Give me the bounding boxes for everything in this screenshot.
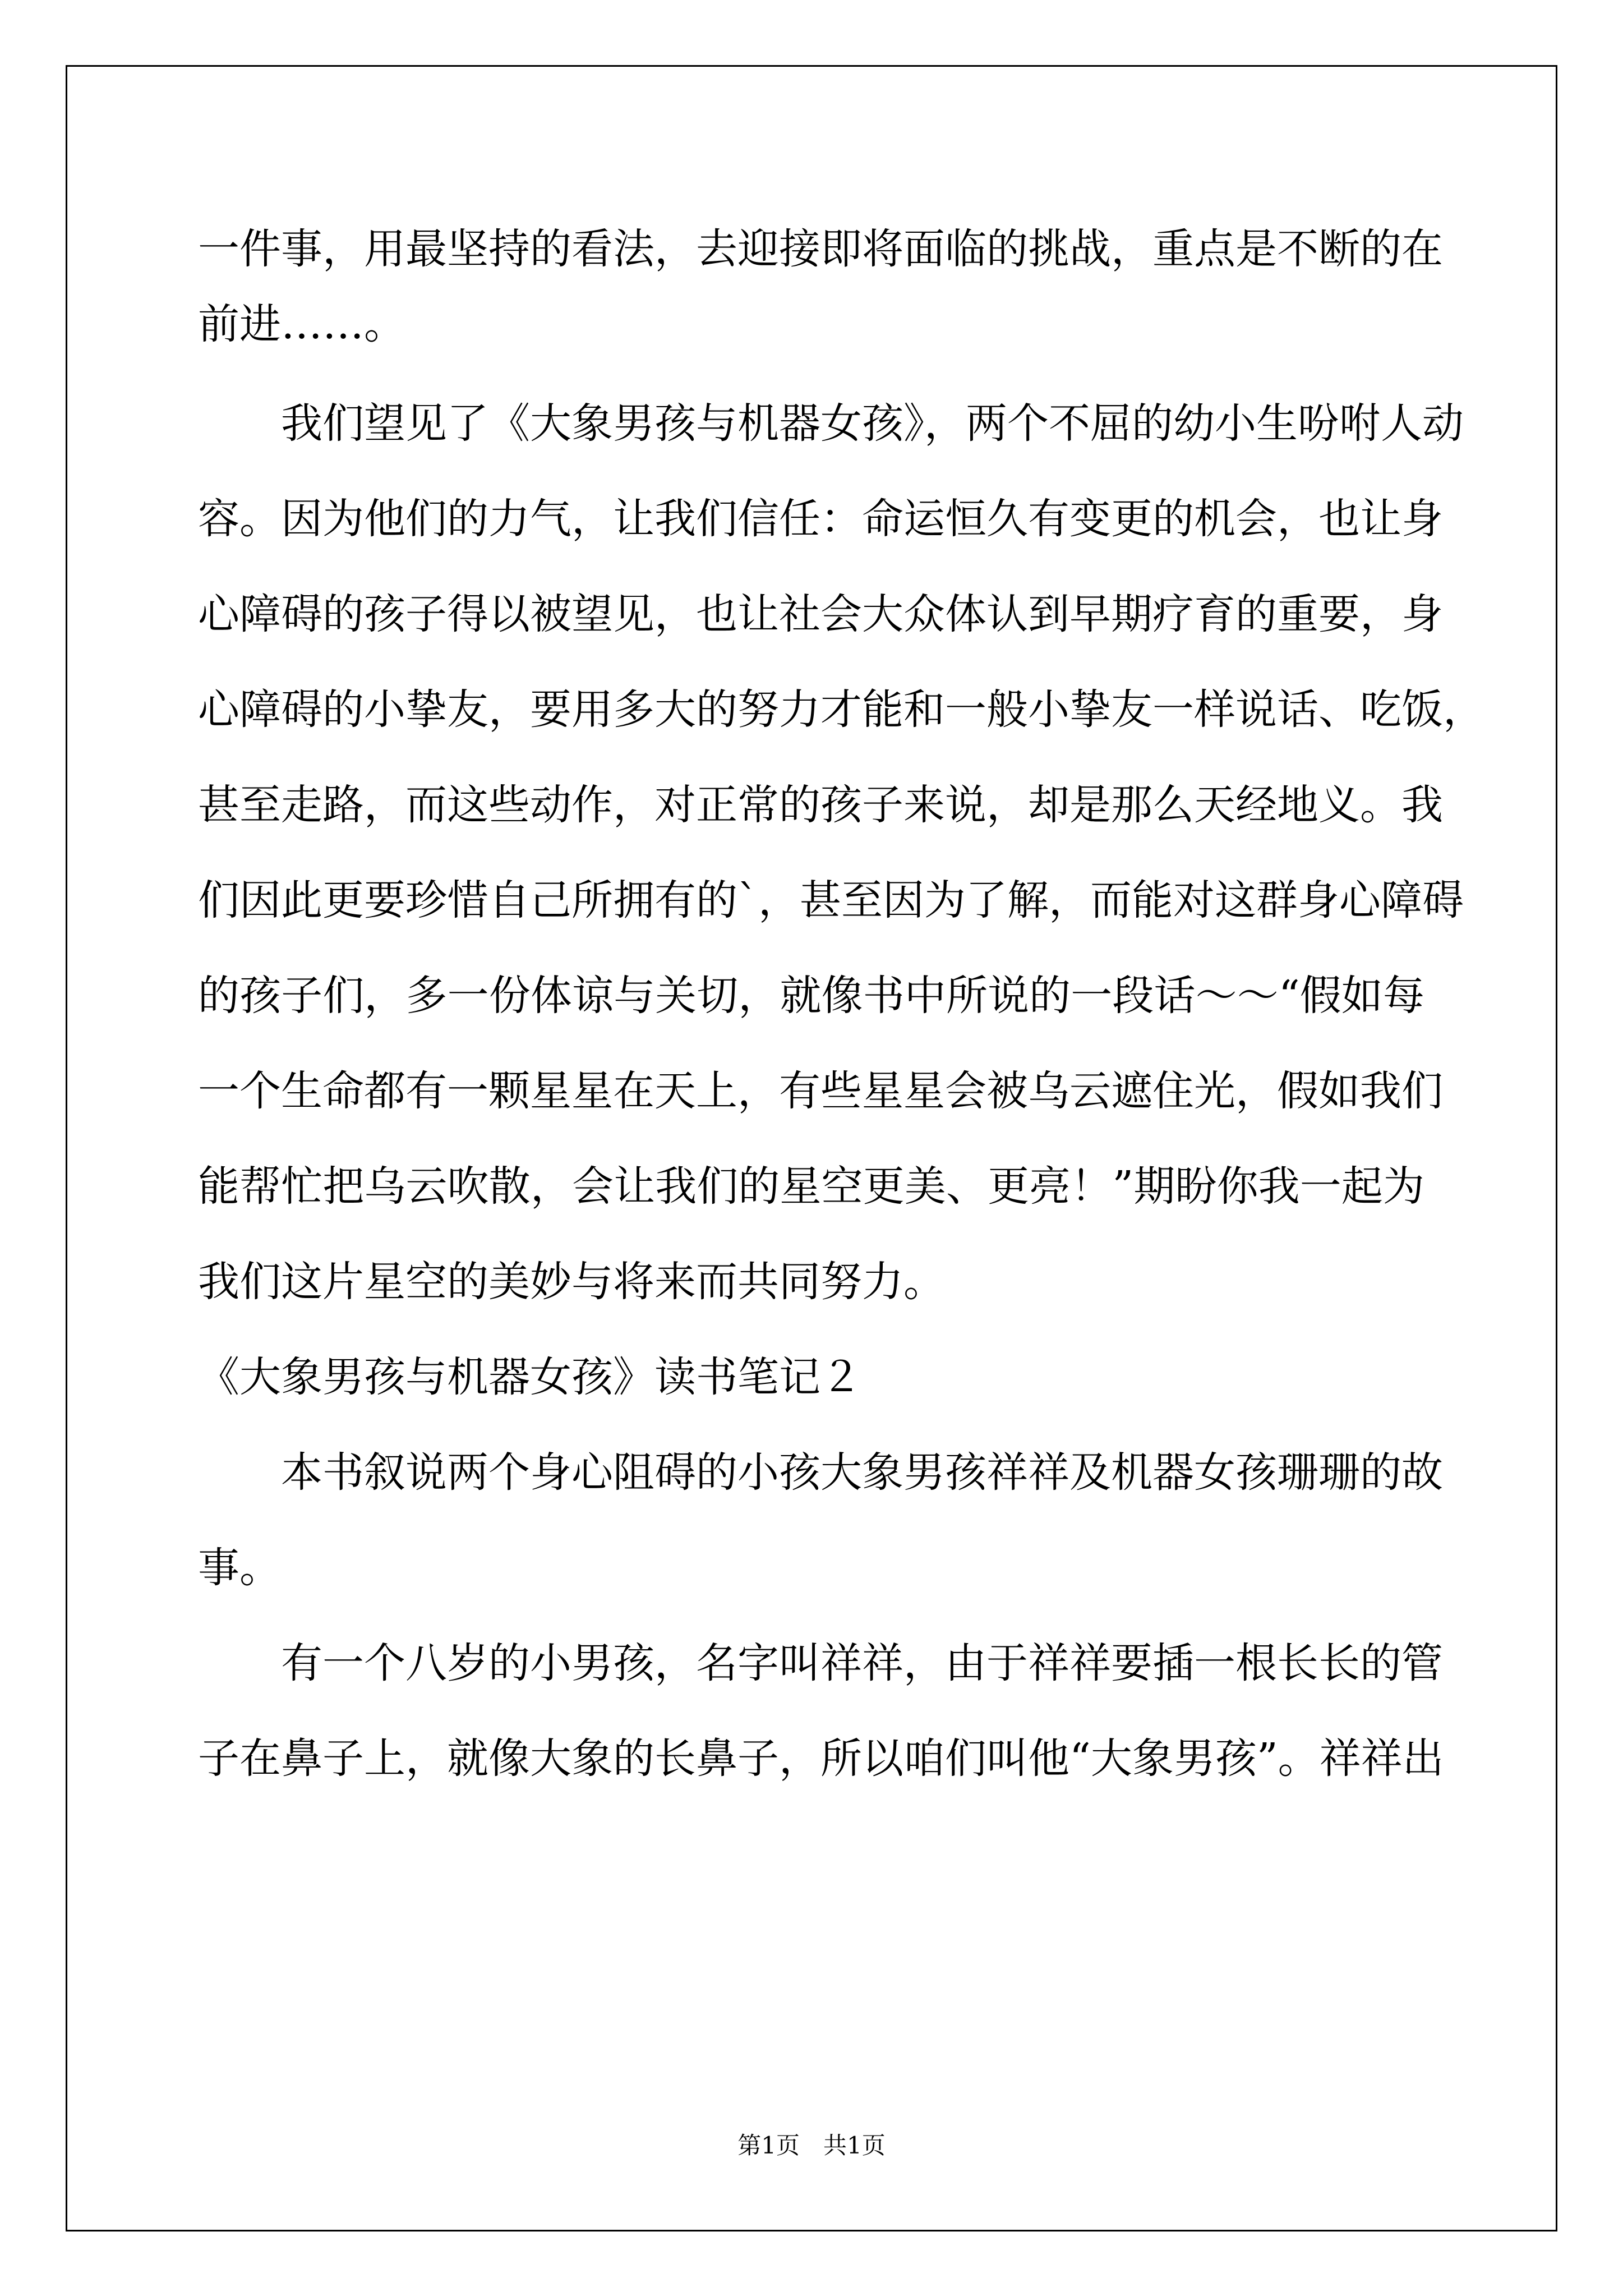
text-line-9: 的孩子们，多一份体谅与关切，就像书中所说的一段话～～“假如每 [198, 972, 1424, 1020]
text-line-10: 一个生命都有一颗星星在天上，有些星星会被乌云遮住光，假如我们 [198, 1067, 1443, 1115]
text-line-7: 甚至走路，而这些动作，对正常的孩子来说，却是那么天经地义。我 [198, 781, 1443, 829]
text-line-2: 前进……。 [198, 300, 405, 348]
text-line-16: 有一个八岁的小男孩，名字叫祥祥，由于祥祥要插一根长长的管 [281, 1639, 1443, 1687]
text-line-3: 我们望见了《大象男孩与机器女孩》，两个不屈的幼小生吩咐人动 [281, 399, 1464, 448]
page-number-footer: 第1页 共1页 [737, 2132, 886, 2159]
text-line-8: 们因此更要珍惜自己所拥有的`，甚至因为了解，而能对这群身心障碍 [198, 876, 1464, 924]
text-line-15: 事。 [198, 1544, 281, 1592]
text-line-12: 我们这片星空的美妙与将来而共同努力。 [198, 1258, 945, 1306]
text-line-6: 心障碍的小挚友，要用多大的努力才能和一般小挚友一样说话、吃饭， [198, 685, 1484, 734]
page-border [66, 65, 1557, 2231]
text-line-5: 心障碍的孩子得以被望见，也让社会大众体认到早期疗育的重要，身 [198, 590, 1443, 638]
text-line-14: 本书叙说两个身心阻碍的小孩大象男孩祥祥及机器女孩珊珊的故 [281, 1448, 1443, 1497]
section-heading: 《大象男孩与机器女孩》读书笔记２ [198, 1353, 862, 1401]
text-line-17: 子在鼻子上，就像大象的长鼻子，所以咱们叫他“大象男孩”。祥祥出 [198, 1734, 1444, 1783]
text-line-1: 一件事，用最坚持的看法，去迎接即将面临的挑战，重点是不断的在 [198, 225, 1443, 273]
text-line-11: 能帮忙把乌云吹散，会让我们的星空更美、更亮！”期盼你我一起为 [198, 1162, 1424, 1211]
text-line-4: 容。因为他们的力气，让我们信任：命运恒久有变更的机会，也让身 [198, 495, 1443, 543]
